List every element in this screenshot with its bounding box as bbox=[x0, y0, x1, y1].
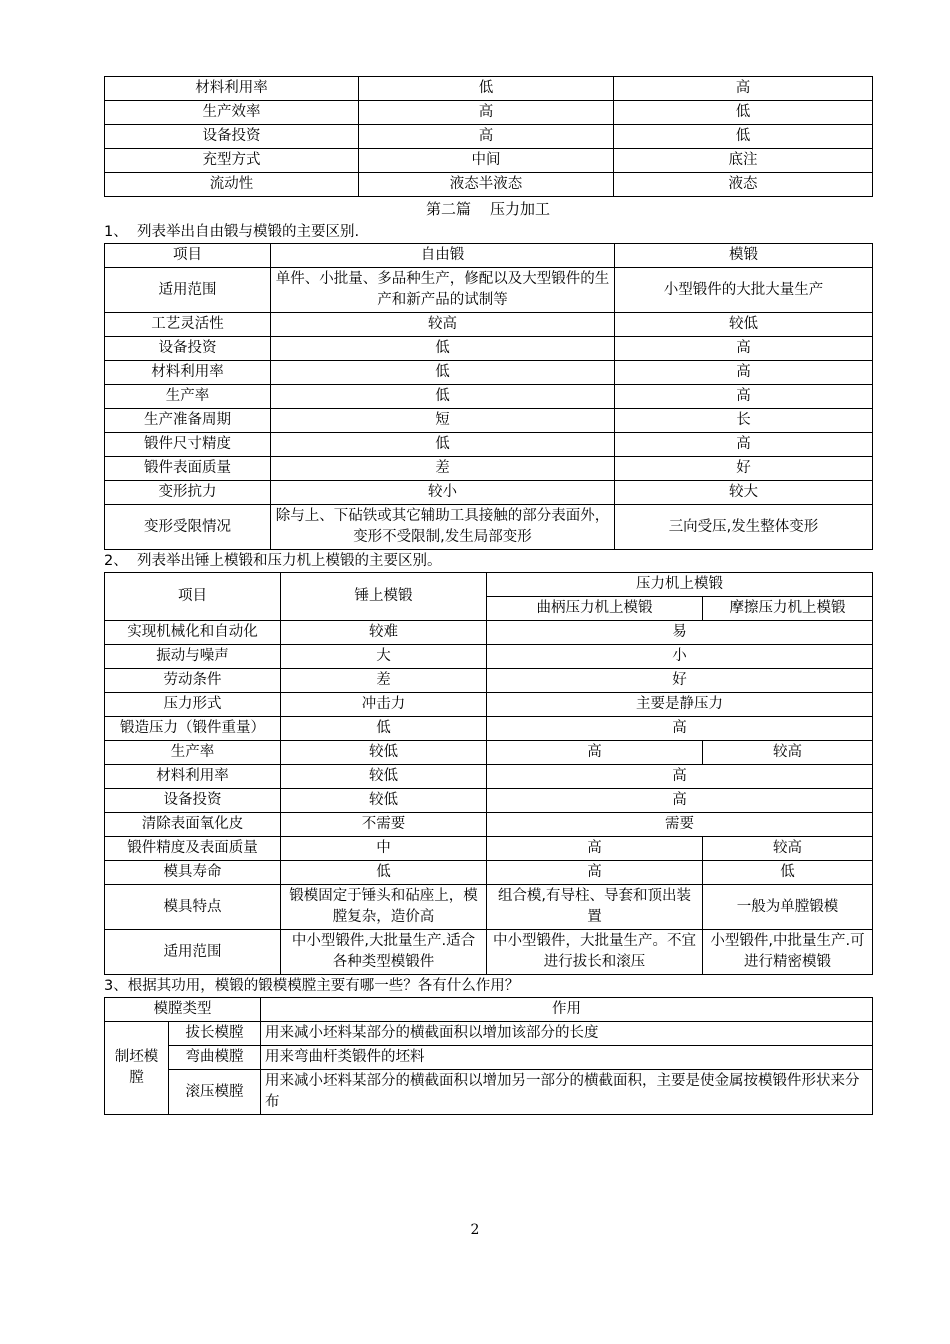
table-cell: 生产率 bbox=[105, 385, 271, 409]
table-cell: 高 bbox=[487, 717, 873, 741]
table-cell: 短 bbox=[271, 409, 615, 433]
table-cell: 较低 bbox=[615, 313, 873, 337]
table-row bbox=[105, 125, 873, 149]
table-cell: 锻件尺寸精度 bbox=[105, 433, 271, 457]
table-row bbox=[105, 361, 873, 385]
casting-comparison-table bbox=[104, 76, 873, 197]
header-cell: 压力机上模锻 bbox=[487, 573, 873, 597]
table-row bbox=[105, 885, 873, 930]
table-cell: 长 bbox=[615, 409, 873, 433]
table-cell: 流动性 bbox=[105, 173, 359, 197]
table-row bbox=[105, 149, 873, 173]
table-cell: 低 bbox=[281, 861, 487, 885]
table-row bbox=[105, 837, 873, 861]
table-cell: 不需要 bbox=[281, 813, 487, 837]
table-cell: 低 bbox=[271, 337, 615, 361]
die-cavity-table bbox=[104, 997, 873, 1115]
header-cell: 摩擦压力机上模锻 bbox=[703, 597, 873, 621]
table-cell: 液态 bbox=[614, 173, 873, 197]
table-cell: 生产准备周期 bbox=[105, 409, 271, 433]
table-cell: 变形受限情况 bbox=[105, 505, 271, 550]
table-cell: 较高 bbox=[703, 741, 873, 765]
table-cell: 易 bbox=[487, 621, 873, 645]
table-cell: 压力形式 bbox=[105, 693, 281, 717]
table-cell: 生产效率 bbox=[105, 101, 359, 125]
table-cell: 变形抗力 bbox=[105, 481, 271, 505]
table-row bbox=[105, 385, 873, 409]
hammer-vs-press-forging-table bbox=[104, 572, 873, 975]
table-cell: 模具寿命 bbox=[105, 861, 281, 885]
table-cell: 液态半液态 bbox=[359, 173, 614, 197]
table-header-row bbox=[105, 244, 873, 268]
table-cell: 差 bbox=[281, 669, 487, 693]
table-cell: 低 bbox=[359, 77, 614, 101]
table-row bbox=[105, 669, 873, 693]
group-cell: 制坯模膛 bbox=[105, 1022, 169, 1115]
table-cell: 高 bbox=[615, 385, 873, 409]
table-row bbox=[105, 457, 873, 481]
header-cell: 项目 bbox=[105, 573, 281, 621]
table-cell: 设备投资 bbox=[105, 789, 281, 813]
table-cell: 冲击力 bbox=[281, 693, 487, 717]
table-row bbox=[105, 1070, 873, 1115]
table-cell: 锻造压力（锻件重量） bbox=[105, 717, 281, 741]
table-row bbox=[105, 717, 873, 741]
table-cell: 单件、小批量、多品种生产，修配以及大型锻件的生产和新产品的试制等 bbox=[271, 268, 615, 313]
table-row bbox=[105, 433, 873, 457]
table-cell: 模具特点 bbox=[105, 885, 281, 930]
table-cell: 低 bbox=[281, 717, 487, 741]
table-row bbox=[105, 789, 873, 813]
document-page bbox=[104, 76, 872, 1115]
table-cell: 锻件精度及表面质量 bbox=[105, 837, 281, 861]
table-cell: 除与上、下砧铁或其它辅助工具接触的部分表面外，变形不受限制,发生局部变形 bbox=[271, 505, 615, 550]
table-cell: 高 bbox=[615, 361, 873, 385]
table-row bbox=[105, 693, 873, 717]
table-row bbox=[105, 741, 873, 765]
table-cell: 三向受压,发生整体变形 bbox=[615, 505, 873, 550]
table-cell: 工艺灵活性 bbox=[105, 313, 271, 337]
header-cell: 锤上模锻 bbox=[281, 573, 487, 621]
table-cell: 中小型锻件，大批量生产。不宜进行拔长和滚压 bbox=[487, 930, 703, 975]
table-cell: 较小 bbox=[271, 481, 615, 505]
table-cell: 设备投资 bbox=[105, 337, 271, 361]
table-row bbox=[105, 77, 873, 101]
table-cell: 锻件表面质量 bbox=[105, 457, 271, 481]
table-cell: 一般为单膛锻模 bbox=[703, 885, 873, 930]
table-cell: 低 bbox=[271, 433, 615, 457]
table-cell: 劳动条件 bbox=[105, 669, 281, 693]
table-cell: 弯曲模膛 bbox=[169, 1046, 261, 1070]
header-cell: 模膛类型 bbox=[105, 998, 261, 1022]
header-cell: 自由锻 bbox=[271, 244, 615, 268]
table-cell: 高 bbox=[359, 125, 614, 149]
table-row bbox=[105, 337, 873, 361]
table-cell: 用来弯曲杆类锻件的坯料 bbox=[261, 1046, 873, 1070]
table-cell: 好 bbox=[615, 457, 873, 481]
table-cell: 主要是静压力 bbox=[487, 693, 873, 717]
table-cell: 需要 bbox=[487, 813, 873, 837]
table-cell: 高 bbox=[487, 861, 703, 885]
table-cell: 实现机械化和自动化 bbox=[105, 621, 281, 645]
table-cell: 低 bbox=[271, 385, 615, 409]
table-cell: 振动与噪声 bbox=[105, 645, 281, 669]
table-cell: 材料利用率 bbox=[105, 77, 359, 101]
header-cell: 模锻 bbox=[615, 244, 873, 268]
table-cell: 清除表面氧化皮 bbox=[105, 813, 281, 837]
table-cell: 中间 bbox=[359, 149, 614, 173]
table-cell: 充型方式 bbox=[105, 149, 359, 173]
table-cell: 生产率 bbox=[105, 741, 281, 765]
table-cell: 较高 bbox=[703, 837, 873, 861]
table-cell: 低 bbox=[614, 125, 873, 149]
table-row bbox=[105, 505, 873, 550]
header-cell: 项目 bbox=[105, 244, 271, 268]
table-cell: 用来减小坯料某部分的横截面积以增加该部分的长度 bbox=[261, 1022, 873, 1046]
table-cell: 高 bbox=[614, 77, 873, 101]
header-cell: 曲柄压力机上模锻 bbox=[487, 597, 703, 621]
table-cell: 材料利用率 bbox=[105, 765, 281, 789]
table-cell: 高 bbox=[487, 741, 703, 765]
table-cell: 高 bbox=[487, 789, 873, 813]
table-row bbox=[105, 1046, 873, 1070]
table-cell: 低 bbox=[703, 861, 873, 885]
table-row bbox=[105, 1022, 873, 1046]
table-cell: 底注 bbox=[614, 149, 873, 173]
page-number: 2 bbox=[470, 1222, 480, 1238]
table-cell: 差 bbox=[271, 457, 615, 481]
table-cell: 低 bbox=[271, 361, 615, 385]
table-cell: 拔长模膛 bbox=[169, 1022, 261, 1046]
table-cell: 高 bbox=[487, 765, 873, 789]
table-row bbox=[105, 861, 873, 885]
table-cell: 较大 bbox=[615, 481, 873, 505]
table-cell: 中 bbox=[281, 837, 487, 861]
table-cell: 高 bbox=[615, 337, 873, 361]
table-header-row bbox=[105, 573, 873, 597]
table-cell: 组合模,有导柱、导套和顶出装置 bbox=[487, 885, 703, 930]
table-cell: 高 bbox=[487, 837, 703, 861]
table-cell: 高 bbox=[615, 433, 873, 457]
table-cell: 较难 bbox=[281, 621, 487, 645]
table-cell: 材料利用率 bbox=[105, 361, 271, 385]
table-cell: 较高 bbox=[271, 313, 615, 337]
table-row bbox=[105, 930, 873, 975]
table-cell: 小型锻件的大批大量生产 bbox=[615, 268, 873, 313]
table-cell: 较低 bbox=[281, 741, 487, 765]
table-row bbox=[105, 645, 873, 669]
table-row bbox=[105, 481, 873, 505]
table-cell: 较低 bbox=[281, 789, 487, 813]
table-cell: 大 bbox=[281, 645, 487, 669]
section-title: 第二篇 压力加工 bbox=[425, 200, 551, 218]
table-row bbox=[105, 765, 873, 789]
table-cell: 较低 bbox=[281, 765, 487, 789]
table-cell: 设备投资 bbox=[105, 125, 359, 149]
table-cell: 低 bbox=[614, 101, 873, 125]
table-cell: 滚压模膛 bbox=[169, 1070, 261, 1115]
table-row bbox=[105, 313, 873, 337]
table-cell: 用来减小坯料某部分的横截面积以增加另一部分的横截面积，主要是使金属按模锻件形状来分布 bbox=[261, 1070, 873, 1115]
table-cell: 适用范围 bbox=[105, 930, 281, 975]
table-row bbox=[105, 621, 873, 645]
table-cell: 小型锻件,中批量生产.可进行精密模锻 bbox=[703, 930, 873, 975]
table-row bbox=[105, 101, 873, 125]
question-1: 1、 列表举出自由锻与模锻的主要区别. bbox=[104, 224, 360, 240]
table-row bbox=[105, 268, 873, 313]
table-cell: 好 bbox=[487, 669, 873, 693]
table-cell: 锻模固定于锤头和砧座上，模膛复杂，造价高 bbox=[281, 885, 487, 930]
table-row bbox=[105, 409, 873, 433]
table-row bbox=[105, 173, 873, 197]
table-row bbox=[105, 813, 873, 837]
table-header-row bbox=[105, 998, 873, 1022]
header-cell: 作用 bbox=[261, 998, 873, 1022]
question-3: 3、根据其功用，模锻的锻模模膛主要有哪一些？各有什么作用？ bbox=[104, 978, 520, 994]
free-vs-die-forging-table bbox=[104, 243, 873, 550]
table-cell: 小 bbox=[487, 645, 873, 669]
table-cell: 适用范围 bbox=[105, 268, 271, 313]
table-cell: 中小型锻件,大批量生产.适合各种类型模锻件 bbox=[281, 930, 487, 975]
question-2: 2、 列表举出锤上模锻和压力机上模锻的主要区别。 bbox=[104, 553, 442, 569]
table-cell: 高 bbox=[359, 101, 614, 125]
